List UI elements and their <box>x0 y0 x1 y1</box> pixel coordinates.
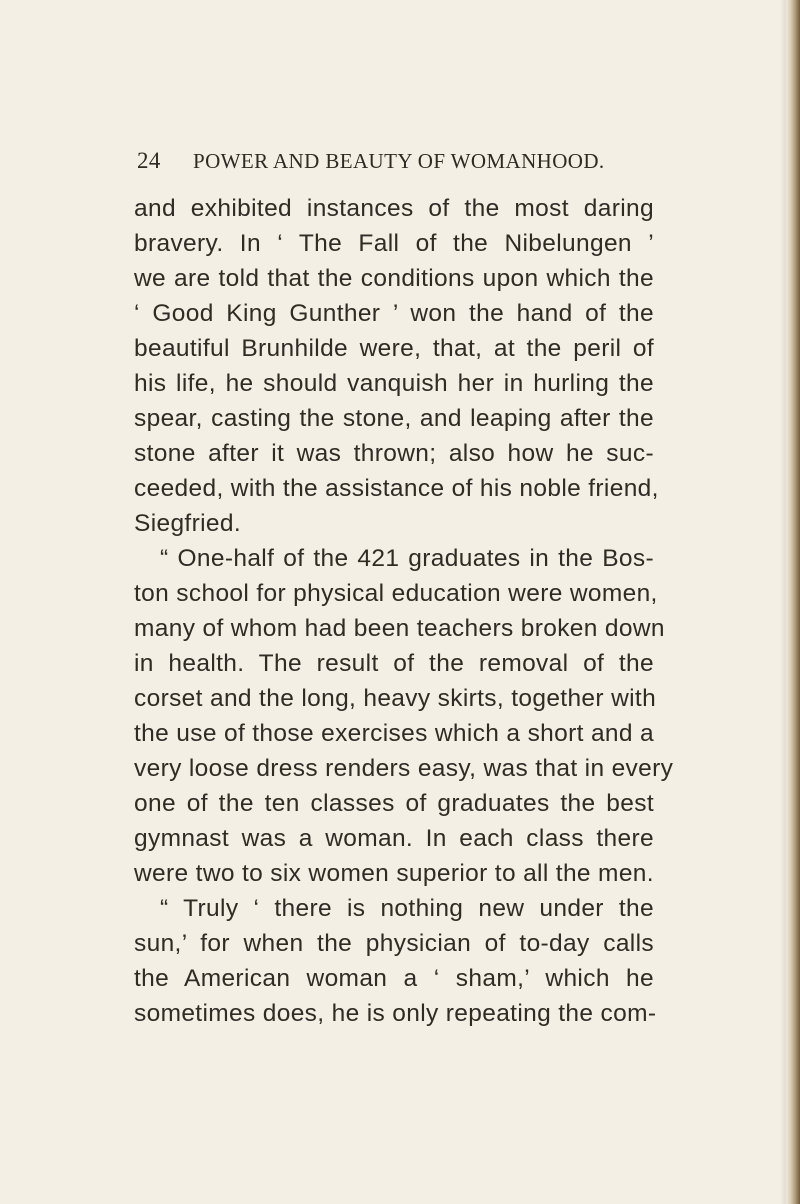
running-title: POWER AND BEAUTY OF WOMANHOOD. <box>193 149 605 173</box>
text-line: were two to six women superior to all the men. <box>134 860 654 887</box>
text-line: ‘ Good King Gunther ’ won the hand of the <box>134 300 654 327</box>
text-line: ceeded, with the assistance of his noble friend, <box>134 475 659 502</box>
text-line: sometimes does, he is only repeating the com- <box>134 1000 657 1027</box>
text-line: we are told that the conditions upon which the <box>134 265 654 292</box>
text-line: one of the ten classes of graduates the best <box>134 790 654 817</box>
text-line: gymnast was a woman. In each class there <box>134 825 654 852</box>
text-line: in health. The result of the removal of the <box>134 650 654 677</box>
page-edge <box>786 0 800 1204</box>
text-line: the use of those exercises which a short and a <box>134 720 655 747</box>
text-line: many of whom had been teachers broken down <box>134 615 665 642</box>
text-line: and exhibited instances of the most daring <box>134 195 654 222</box>
text-line: very loose dress renders easy, was that in every <box>134 755 674 782</box>
page-number: 24 <box>137 148 161 173</box>
text-line: “ Truly ‘ there is nothing new under the <box>160 895 654 922</box>
running-head <box>137 148 657 176</box>
text-line: Siegfried. <box>134 510 242 537</box>
text-line: bravery. In ‘ The Fall of the Nibelungen ’ <box>134 230 654 257</box>
text-line: beautiful Brunhilde were, that, at the peril of <box>134 335 654 362</box>
text-line: sun,’ for when the physician of to-day calls <box>134 930 654 957</box>
text-line: his life, he should vanquish her in hurling the <box>134 370 654 397</box>
text-line: spear, casting the stone, and leaping after the <box>134 405 654 432</box>
text-line: the American woman a ‘ sham,’ which he <box>134 965 654 992</box>
text-line: “ One-half of the 421 graduates in the Bos- <box>160 545 654 572</box>
text-line: stone after it was thrown; also how he suc- <box>134 440 654 467</box>
text-line: corset and the long, heavy skirts, together with <box>134 685 657 712</box>
text-line: ton school for physical education were women, <box>134 580 658 607</box>
body-text <box>134 191 674 1031</box>
